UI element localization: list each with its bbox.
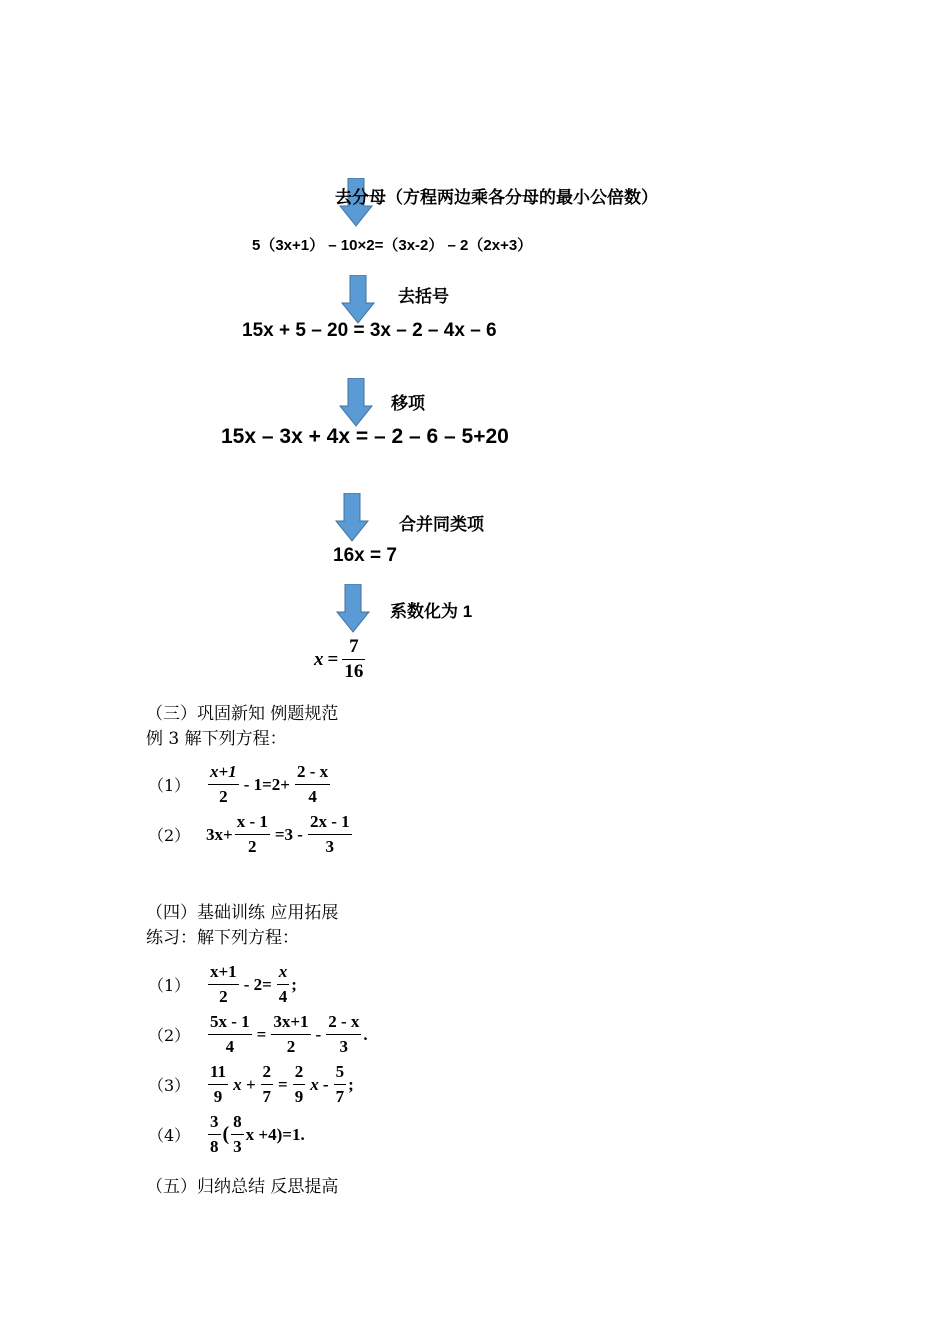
numerator: 5x - 1 [208,1012,252,1035]
numerator: 2 [293,1062,306,1085]
numerator: 3 [208,1112,221,1135]
down-arrow-icon [340,275,376,325]
denominator: 3 [325,837,335,856]
example-equation-1 [148,762,332,807]
denominator: 2 [248,837,257,856]
operator: =3 - [274,824,303,844]
step1-label: 去分母（方程两边乘各分母的最小公倍数） [335,188,658,207]
example3-title: 例 3 解下列方程： [146,729,287,749]
practice-equation-3 [148,1062,354,1107]
denominator: 9 [213,1087,223,1106]
operator: - 1=2+ [243,774,290,794]
step1-equation: 5（3x+1） – 10×2=（3x-2） – 2（2x+3） [252,237,533,254]
numerator: 5 [334,1062,347,1085]
numerator: 2 - x [295,762,330,785]
step3-label: 移项 [391,394,425,413]
step2-equation: 15x + 5 – 20 = 3x – 2 – 4x – 6 [242,320,497,341]
example-equation-2 [148,812,354,857]
down-arrow-icon [334,493,370,543]
step4-equation: 16x = 7 [333,545,397,566]
numerator: x+1 [208,962,239,985]
denominator: 3 [339,1037,349,1056]
operator: ( [222,1123,230,1145]
section3-heading: （三）巩固新知 例题规范 [146,704,339,724]
punctuation: . [363,1024,368,1044]
section4-heading: （四）基础训练 应用拓展 [146,903,339,923]
numerator: 3x+1 [271,1012,310,1035]
term: 3x+ [206,824,233,844]
equation-label: （1） [148,776,191,795]
numerator: 11 [208,1062,228,1085]
result-denominator: 16 [344,661,364,682]
equation-label: （2） [148,1026,191,1045]
numerator: x+1 [208,762,239,785]
denominator: 4 [278,987,288,1006]
result-fraction [342,637,365,682]
step2-label: 去括号 [398,287,449,306]
denominator: 9 [294,1087,304,1106]
denominator: 4 [225,1037,235,1056]
denominator: 2 [286,1037,296,1056]
equation-label: （3） [148,1076,191,1095]
step5-label: 系数化为 1 [390,602,473,621]
equation-label: （4） [148,1126,191,1145]
practice-title: 练习：解下列方程： [146,928,299,948]
numerator: 8 [231,1112,244,1135]
down-arrow-icon [338,378,374,428]
step3-equation: 15x – 3x + 4x = – 2 – 6 – 5+20 [221,425,509,448]
punctuation: ; [348,1074,354,1094]
equation-label: （1） [148,976,191,995]
down-arrow-icon [335,584,371,634]
operator: = [256,1024,267,1044]
practice-equation-2 [148,1012,368,1057]
equation-tail: x +4)=1. [245,1124,305,1144]
result-numerator: 7 [342,637,365,660]
numerator: 2x - 1 [308,812,352,835]
denominator: 3 [233,1137,242,1156]
denominator: 2 [219,787,228,806]
result-equation [314,637,367,682]
operator: - 2= [243,974,272,994]
numerator: x - 1 [235,812,270,835]
denominator: 2 [219,987,228,1006]
operator: x - [310,1074,329,1094]
punctuation: ; [291,974,297,994]
result-variable: x [314,648,324,670]
section5-heading: （五）归纳总结 反思提高 [146,1177,339,1197]
denominator: 8 [210,1137,219,1156]
step4-label: 合并同类项 [399,515,484,534]
operator: - [315,1024,322,1044]
denominator: 7 [262,1087,271,1106]
result-equals: = [327,648,339,670]
practice-equation-4 [148,1112,305,1157]
numerator: x [277,962,290,985]
practice-equation-1 [148,962,297,1007]
equation-label: （2） [148,826,191,845]
operator: x + [233,1074,256,1094]
denominator: 4 [308,787,317,806]
numerator: 2 [261,1062,274,1085]
numerator: 2 - x [326,1012,361,1035]
denominator: 7 [335,1087,345,1106]
operator: = [278,1074,288,1094]
